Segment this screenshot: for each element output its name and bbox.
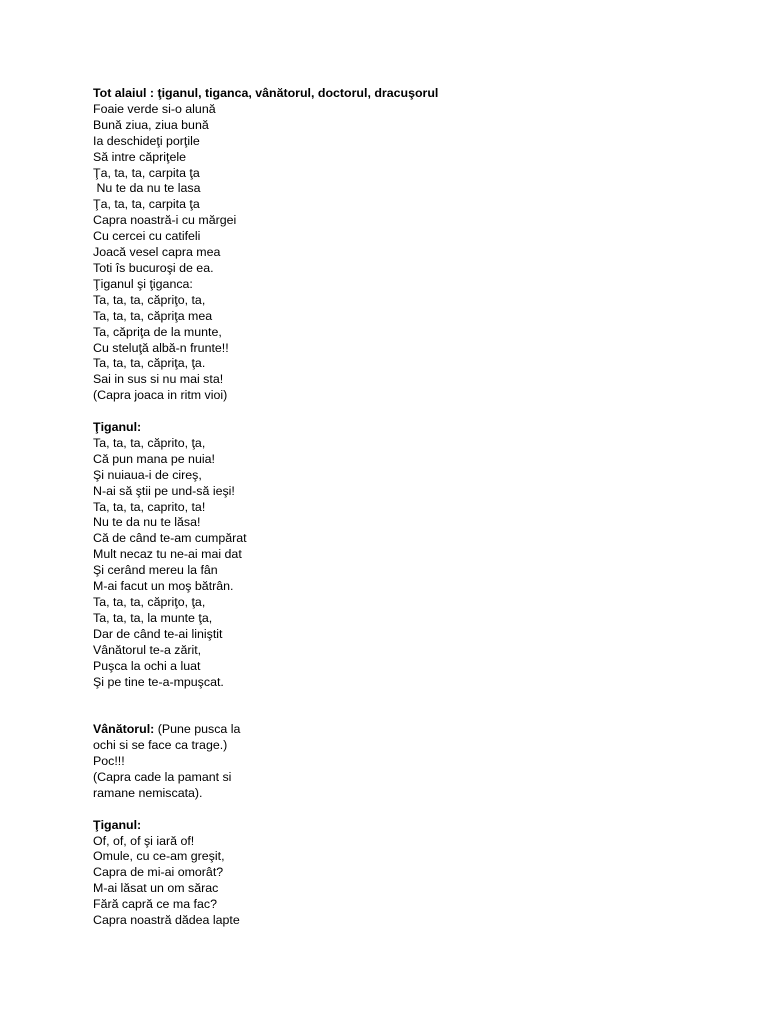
verse-line: (Capra joaca in ritm vioi) bbox=[93, 388, 228, 403]
verse-line: Cu cercei cu catifeli bbox=[93, 229, 201, 244]
stage-direction: (Pune pusca la bbox=[154, 722, 241, 737]
verse-line: Nu te da nu te lasa bbox=[93, 181, 201, 196]
verse-line: Ta, ta, ta, căprito, ţa, bbox=[93, 435, 206, 450]
verse-line: Sai in sus si nu mai sta! bbox=[93, 372, 224, 387]
verse-line: Ta, ta, ta, la munte ţa, bbox=[93, 610, 213, 625]
verse-line: Că pun mana pe nuia! bbox=[93, 451, 215, 466]
speaker-heading: Ţiganul: bbox=[93, 817, 142, 832]
verse-line: Capra noastră-i cu mărgei bbox=[93, 213, 237, 228]
verse-line: Bună ziua, ziua bună bbox=[93, 117, 209, 132]
verse-line: Şi cerând mereu la fân bbox=[93, 563, 218, 578]
verse-line: Ia deschideţi porţile bbox=[93, 133, 200, 148]
verse-line: Şi nuiaua-i de cireş, bbox=[93, 467, 202, 482]
verse-line: Şi pe tine te-a-mpuşcat. bbox=[93, 674, 224, 689]
verse-line: Ţa, ta, ta, carpita ţa bbox=[93, 197, 200, 212]
verse-line: Să intre căpriţele bbox=[93, 149, 186, 164]
verse-line: Toti îs bucuroşi de ea. bbox=[93, 260, 214, 275]
verse-line: Că de când te-am cumpărat bbox=[93, 531, 247, 546]
verse-line: Dar de când te-ai liniştit bbox=[93, 626, 223, 641]
verse-line: Cu steluţă albă-n frunte!! bbox=[93, 340, 229, 355]
verse-line: Joacă vesel capra mea bbox=[93, 245, 221, 260]
verse-line: M-ai facut un moş bătrân. bbox=[93, 579, 234, 594]
verse-line: M-ai lăsat un om sărac bbox=[93, 881, 219, 896]
verse-line: ochi si se face ca trage.) bbox=[93, 738, 228, 753]
verse-line: Nu te da nu te lăsa! bbox=[93, 515, 201, 530]
spacer bbox=[93, 404, 733, 420]
document-page bbox=[93, 86, 733, 929]
verse-line: Of, of, of şi iară of! bbox=[93, 833, 195, 848]
verse-line: N-ai să ştii pe und-să ieşi! bbox=[93, 483, 235, 498]
speaker-heading: Ţiganul: bbox=[93, 420, 142, 435]
spacer bbox=[93, 690, 733, 706]
verse-line: Ta, ta, ta, căpriţa mea bbox=[93, 308, 213, 323]
verse-line: Ta, ta, ta, caprito, ta! bbox=[93, 499, 206, 514]
verse-line: Mult necaz tu ne-ai mai dat bbox=[93, 547, 242, 562]
verse-line: Ta, ta, ta, căpriţo, ţa, bbox=[93, 594, 206, 609]
speaker-heading: Vânătorul: bbox=[93, 722, 155, 737]
verse-line: Fără capră ce ma fac? bbox=[93, 897, 217, 912]
verse-line: Ţa, ta, ta, carpita ţa bbox=[93, 165, 200, 180]
verse-line: Foaie verde si-o alună bbox=[93, 101, 216, 116]
verse-line: (Capra cade la pamant si bbox=[93, 769, 232, 784]
spacer bbox=[93, 802, 733, 818]
verse-line: Omule, cu ce-am greşit, bbox=[93, 849, 225, 864]
intro-heading: Tot alaiul : ţiganul, tiganca, vânătorul, doctorul, dracuşorul bbox=[93, 86, 439, 100]
verse-line: Capra de mi-ai omorât? bbox=[93, 865, 224, 880]
speaker-line bbox=[93, 722, 733, 738]
verse-line: ramane nemiscata). bbox=[93, 785, 203, 800]
verse-line: Ta, ta, ta, căpriţa, ţa. bbox=[93, 356, 206, 371]
verse-line: Capra noastră dădea lapte bbox=[93, 913, 240, 928]
verse-line: Ţiganul şi ţiganca: bbox=[93, 276, 193, 291]
verse-line: Ta, căpriţa de la munte, bbox=[93, 324, 222, 339]
verse-line: Ta, ta, ta, căpriţo, ta, bbox=[93, 292, 206, 307]
spacer bbox=[93, 706, 733, 722]
verse-line: Poc!!! bbox=[93, 754, 125, 769]
verse-line: Vânătorul te-a zărit, bbox=[93, 642, 202, 657]
verse-line: Puşca la ochi a luat bbox=[93, 658, 201, 673]
